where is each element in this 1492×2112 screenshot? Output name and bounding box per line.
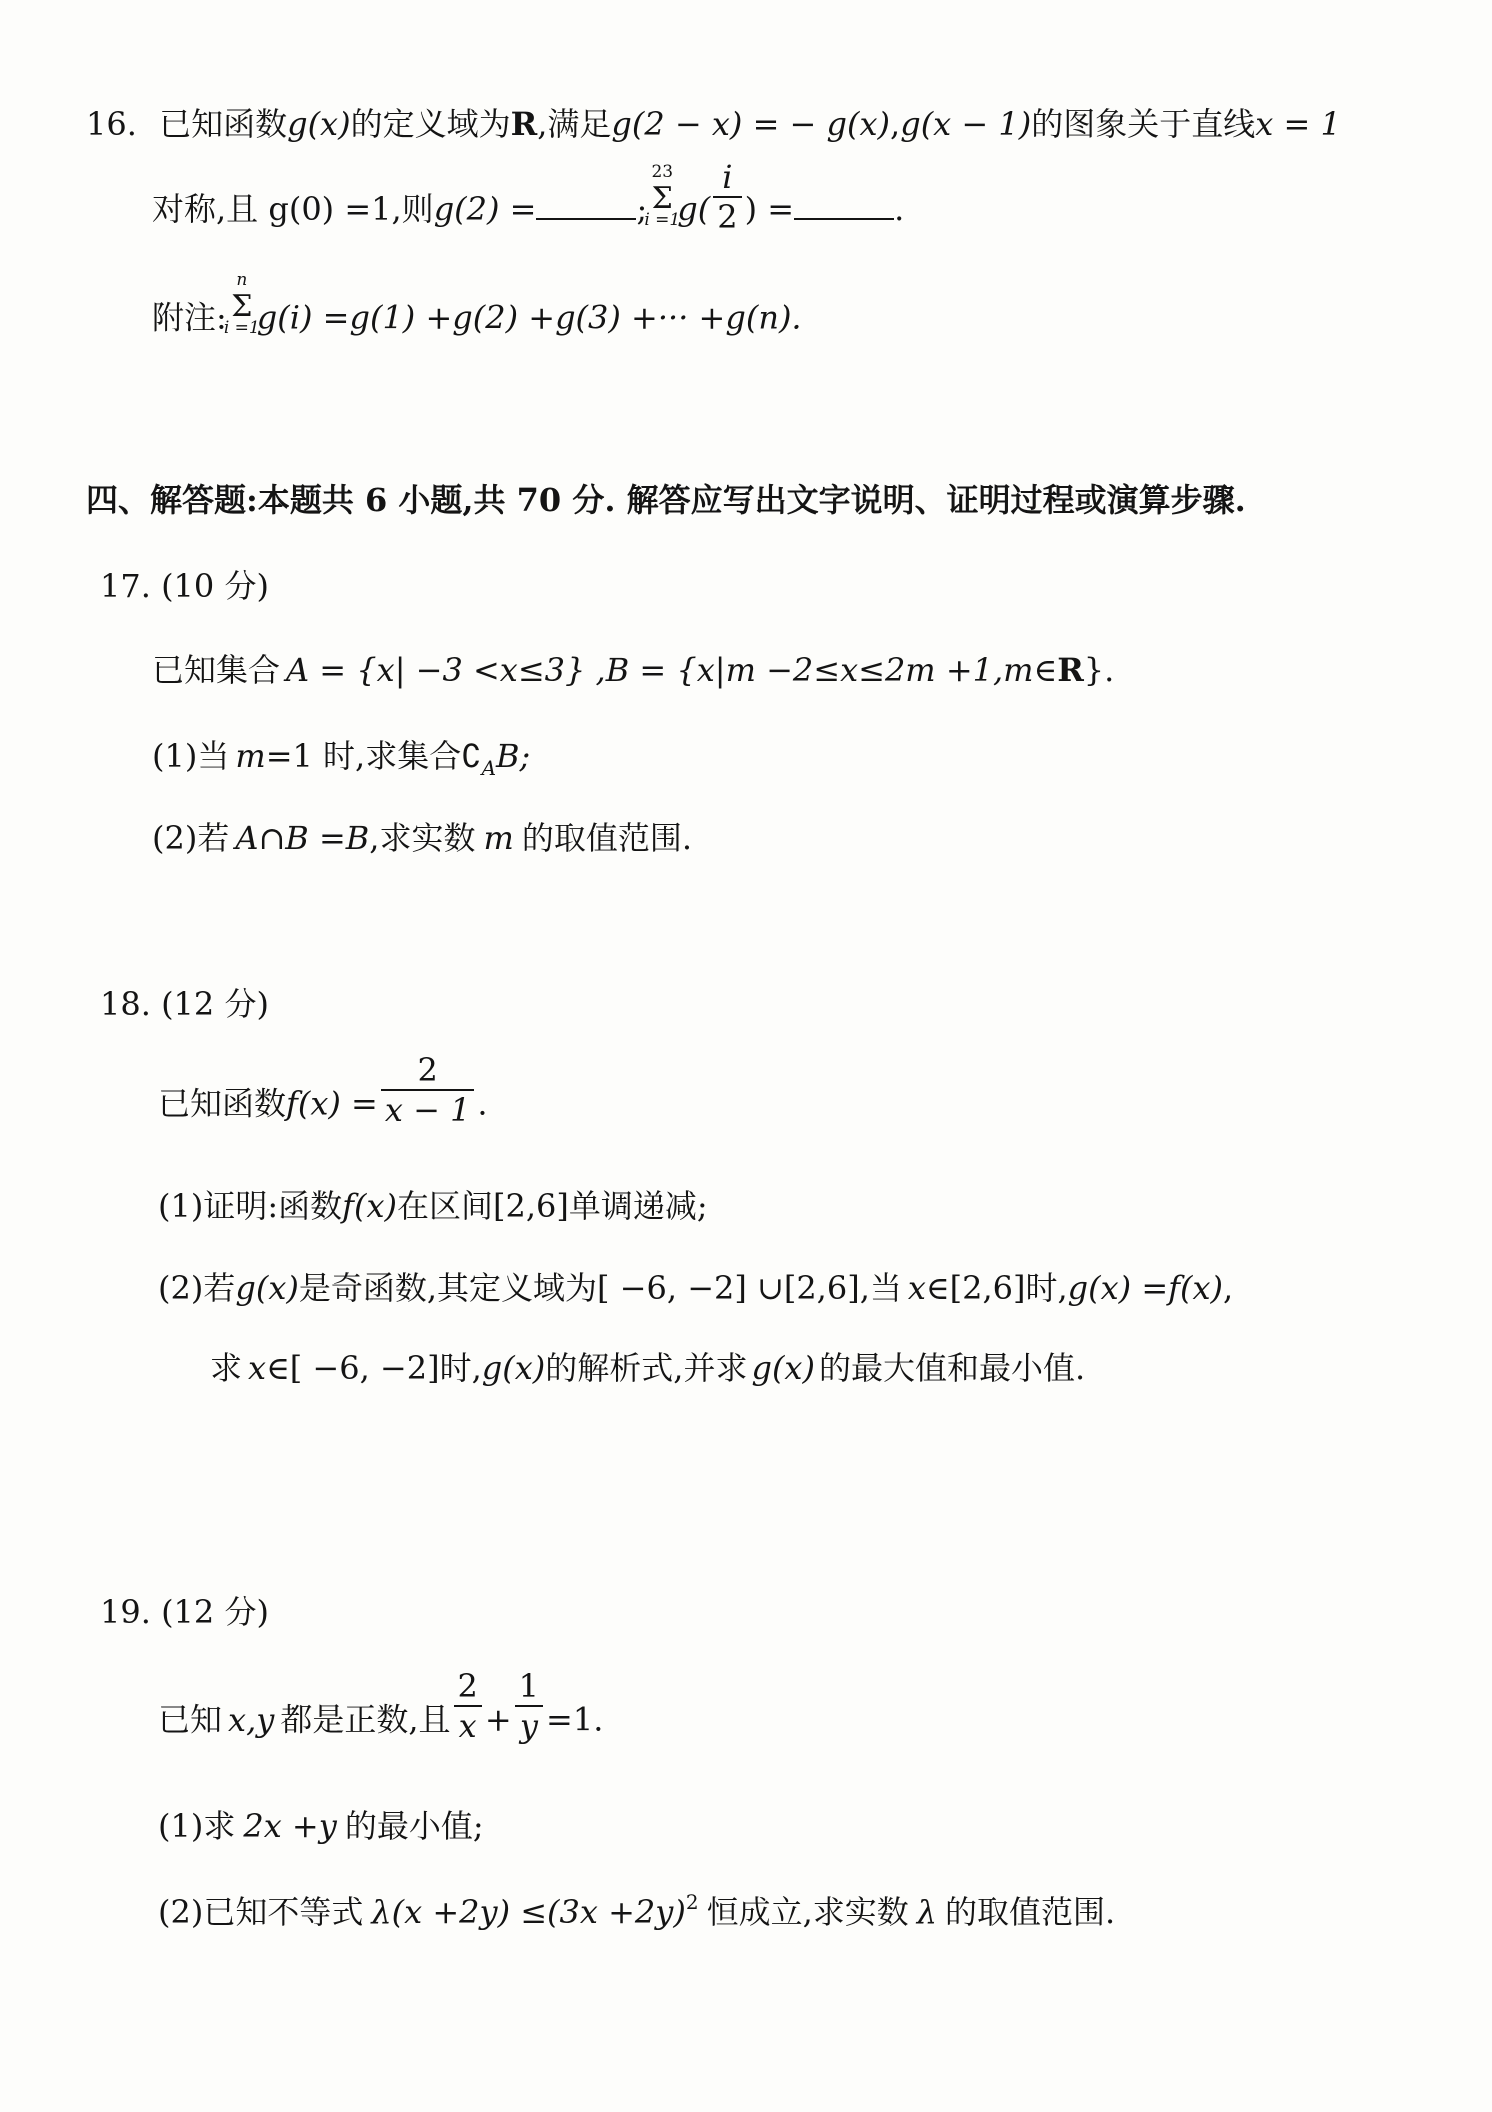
q18-part2-cont: 求 x∈[ −6, −2]时,g(x)的解析式,并求 g(x) 的最大值和最小值. [210,1349,1086,1387]
answer-blank-1[interactable] [536,190,636,220]
section-heading: 四、解答题:本题共 6 小题,共 70 分. 解答应写出文字说明、证明过程或演算步骤. [86,481,1246,519]
q18-part2: (2)若g(x)是奇函数,其定义域为[ −6, −2] ∪[2,6],当 x∈[2,6]时,g(x) =f(x), [158,1269,1234,1307]
answer-blank-2[interactable] [794,190,894,220]
fraction-i-over-2: $\frac{i}{2}$ [713,161,741,233]
q17-stem: 已知集合 A = {x| −3 <x≤3} ,B = {x|m −2≤x≤2m +1,m∈R}. [152,651,1115,689]
q19-part1: (1)求 2x +y 的最小值; [158,1807,484,1845]
q16-line1: 16. 已知函数g(x)的定义域为R,满足g(2 − x) = − g(x),g(x − 1)的图象关于直线x = 1 [86,105,1341,143]
q19-part2: (2)已知不等式 $\lambda(x +2y) \le(3x +2y)^2$ 恒成立,求实数 λ 的取值范围. [158,1890,1116,1931]
q18-stem: 已知函数f(x) = $\frac{2}{x - 1}$ . [158,1051,488,1129]
q16-note: 附注: n Σ i =1 g(i) =g(1) +g(2) +g(3) +··· +g(n). [152,270,802,338]
q19-title: 19. (12 分) [100,1593,269,1631]
summation-symbol: n Σ i =1 [223,270,260,338]
q17-part1: (1)当 m=1 时,求集合$∁_AB$; [152,737,531,780]
q18-title: 18. (12 分) [100,985,269,1023]
fraction-2-over-x: $\frac{2}{x}$ [454,1670,482,1742]
q18-part1: (1)证明:函数f(x)在区间[2,6]单调递减; [158,1187,708,1225]
summation-symbol: 23 Σ i =1 [644,161,681,230]
q19-stem: 已知 x,y 都是正数,且 $\frac{2}{x}$ + $\frac{1}{y}$ =1. [158,1667,604,1745]
question-number: 16. [86,105,137,143]
q16-line2: 对称,且 g(0) =1,则g(2) = ; 23 Σ i =1 g( $\frac{i}{2}$ ) = . [152,157,905,236]
q17-part2: (2)若 A∩B =B,求实数 m 的取值范围. [152,819,692,857]
fraction-1-over-y: $\frac{1}{y}$ [515,1670,543,1742]
q17-title: 17. (10 分) [100,567,269,605]
fraction-2-over-x-minus-1: $\frac{2}{x - 1}$ [381,1054,475,1126]
